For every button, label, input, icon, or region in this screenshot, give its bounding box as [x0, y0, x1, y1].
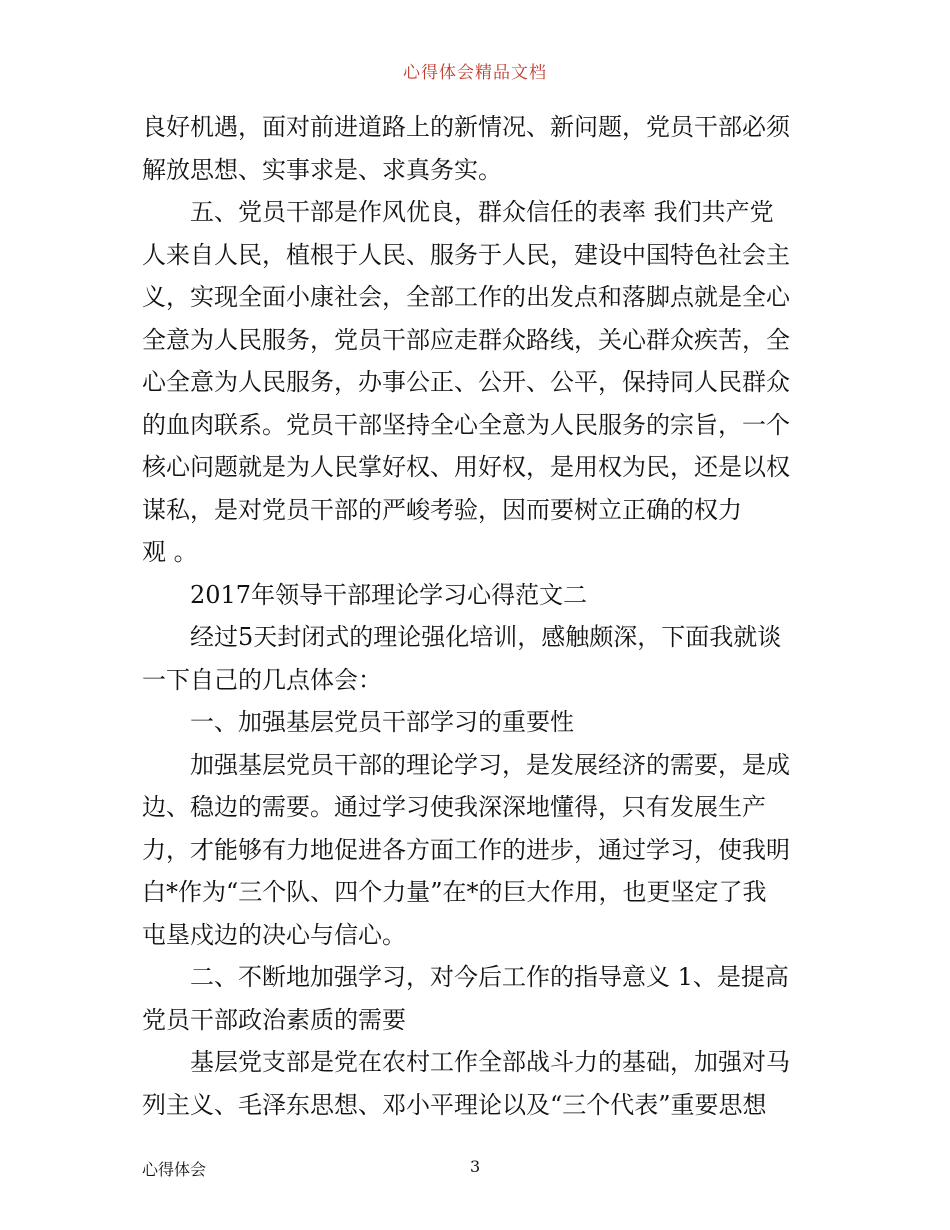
subsection-heading: 一、加强基层党员干部学习的重要性 — [190, 708, 574, 736]
body-line: 心全意为人民服务，办事公正、公开、公平，保持同人民群众 — [142, 368, 790, 396]
body-line: 良好机遇，面对前进道路上的新情况、新问题，党员干部必须 — [142, 113, 790, 141]
body-line: 核心问题就是为人民掌好权、用好权，是用权为民，还是以权 — [142, 453, 790, 481]
body-line: 基层党支部是党在农村工作全部战斗力的基础，加强对马 — [190, 1048, 790, 1076]
footer-label: 心得体会 — [142, 1160, 207, 1179]
body-line: 白*作为“三个队、四个力量”在*的巨大作用，也更坚定了我 — [142, 878, 767, 906]
subsection-heading: 二、不断地加强学习，对今后工作的指导意义 1、是提高 — [190, 963, 789, 991]
body-line: 屯垦戍边的决心与信心。 — [142, 920, 406, 949]
body-line: 观 。 — [142, 538, 198, 566]
body-line: 义，实现全面小康社会，全部工作的出发点和落脚点就是全心 — [142, 283, 790, 311]
body-line: 的血肉联系。党员干部坚持全心全意为人民服务的宗旨，一个 — [142, 410, 790, 439]
document-body — [142, 106, 810, 1126]
section-heading: 2017年领导干部理论学习心得范文二 — [190, 580, 588, 609]
document-header-title: 心得体会精品文档 — [403, 63, 547, 83]
body-line: 列主义、毛泽东思想、邓小平理论以及“三个代表”重要思想 — [142, 1090, 767, 1119]
body-line: 五、党员干部是作风优良，群众信任的表率 我们共产党 — [190, 198, 774, 226]
body-line: 边、稳边的需要。通过学习使我深深地懂得，只有发展生产 — [142, 793, 766, 821]
body-line: 谋私，是对党员干部的严峻考验，因而要树立正确的权力 — [142, 495, 742, 524]
body-line: 经过5天封闭式的理论强化培训，感触颇深，下面我就谈 — [190, 623, 782, 651]
body-line: 一下自己的几点体会： — [142, 665, 382, 694]
page-number: 3 — [470, 1157, 481, 1176]
body-line: 加强基层党员干部的理论学习，是发展经济的需要，是成 — [190, 750, 790, 779]
body-line: 解放思想、实事求是、求真务实。 — [142, 155, 502, 184]
body-line: 全意为人民服务，党员干部应走群众路线，关心群众疾苦，全 — [142, 325, 790, 354]
body-line: 力，才能够有力地促进各方面工作的进步，通过学习，使我明 — [142, 835, 790, 864]
body-line: 党员干部政治素质的需要 — [142, 1005, 406, 1034]
body-line: 人来自人民，植根于人民、服务于人民，建设中国特色社会主 — [142, 240, 790, 269]
